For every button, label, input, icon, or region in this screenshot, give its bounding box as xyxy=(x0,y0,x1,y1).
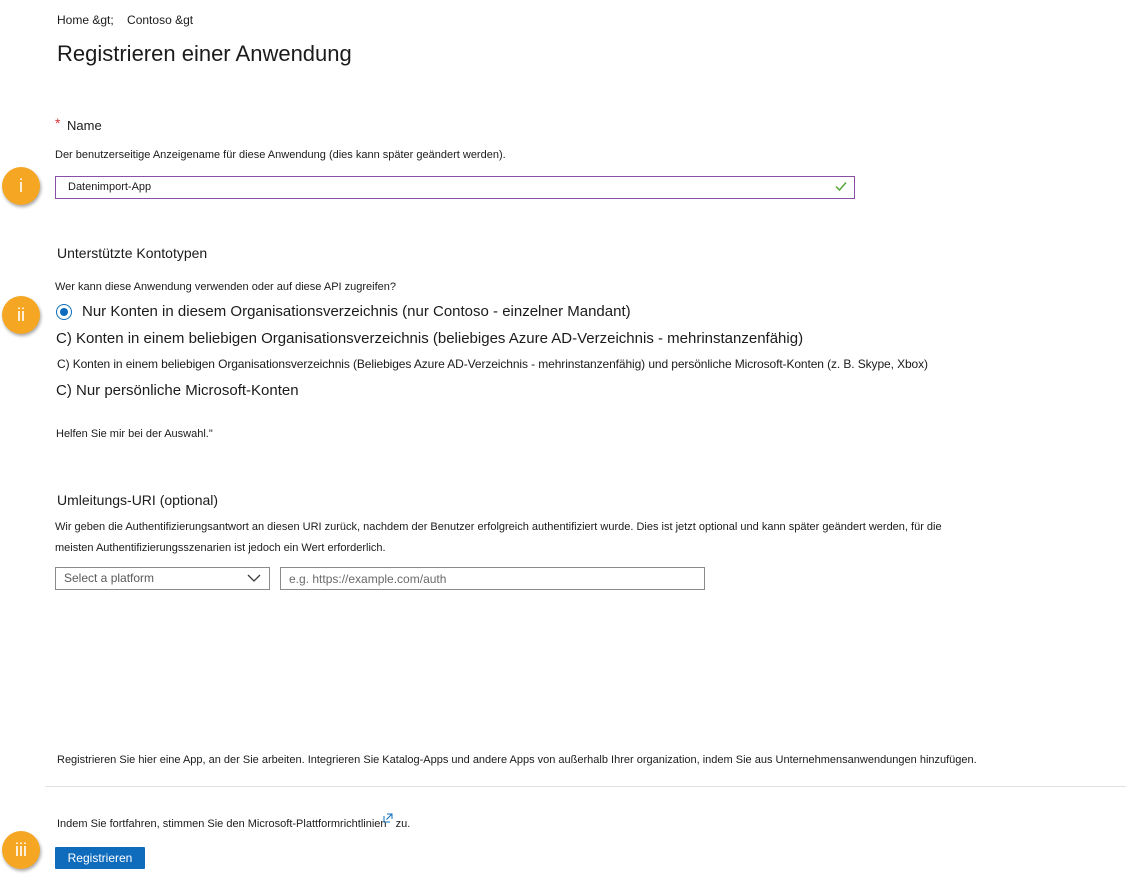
register-button[interactable]: Registrieren xyxy=(55,847,145,869)
step-badge-1: i xyxy=(2,167,40,205)
redirect-uri-input[interactable] xyxy=(280,567,705,590)
chevron-down-icon xyxy=(247,573,261,583)
redirect-uri-description: Wir geben die Authentifizierungsantwort an diesen URI zurück, nachdem der Benutzer erfolgreich authentifiziert wurde. Dies ist jetzt optional und kann später geändert werden, für die meisten Authentifizierungsszenarien ist jedoch ein Wert erforderlich. xyxy=(55,521,942,554)
external-link-icon xyxy=(383,813,393,823)
account-types-question: Wer kann diese Anwendung verwenden oder auf diese API zugreifen? xyxy=(55,281,397,293)
platform-select-placeholder: Select a platform xyxy=(64,571,155,585)
step-badge-2: ii xyxy=(2,296,40,334)
breadcrumb-home[interactable]: Home &gt; xyxy=(57,13,114,27)
option-single-tenant[interactable]: Nur Konten in diesem Organisationsverzeichnis (nur Contoso - einzelner Mandant) xyxy=(82,303,631,320)
divider xyxy=(45,786,1126,787)
redirect-uri-heading: Umleitungs-URI (optional) xyxy=(57,492,219,508)
name-label: Name xyxy=(67,118,102,133)
option-multi-tenant[interactable]: C) Konten in einem beliebigen Organisationsverzeichnis (beliebiges Azure AD-Verzeichnis - mehrinstanzenfähig) xyxy=(56,330,804,347)
page-title: Registrieren einer Anwendung xyxy=(57,41,352,66)
footer-note: Registrieren Sie hier eine App, an der Sie arbeiten. Integrieren Sie Katalog-Apps und andere Apps von außerhalb Ihrer organization, indem Sie aus Unternehmensanwendungen hinzufügen. xyxy=(57,754,977,766)
required-mark: * xyxy=(55,115,61,131)
step-badge-3: iii xyxy=(2,831,40,869)
radio-single-tenant[interactable] xyxy=(56,304,72,320)
checkmark-icon xyxy=(834,179,848,193)
name-input-value: Datenimport-App xyxy=(68,181,152,193)
option-personal-only[interactable]: C) Nur persönliche Microsoft-Konten xyxy=(56,382,299,399)
option-multi-tenant-personal[interactable]: C) Konten in einem beliebigen Organisationsverzeichnis (Beliebiges Azure AD-Verzeichnis - mehrinstanzenfähig) und persönliche Microsoft-Konten (z. B. Skype, Xbox) xyxy=(57,357,928,371)
policy-suffix: zu. xyxy=(395,818,411,830)
policy-text xyxy=(57,813,410,830)
name-input[interactable] xyxy=(55,176,855,199)
account-types-heading: Unterstützte Kontotypen xyxy=(57,245,208,261)
breadcrumb-tenant[interactable]: Contoso &gt xyxy=(127,13,194,27)
platform-select[interactable] xyxy=(55,567,270,590)
name-description: Der benutzerseitige Anzeigename für diese Anwendung (dies kann später geändert werden). xyxy=(55,149,506,161)
breadcrumb xyxy=(57,13,193,27)
policy-link[interactable]: Indem Sie fortfahren, stimmen Sie den Microsoft-Plattformrichtlinien xyxy=(57,818,387,830)
help-me-choose-link[interactable]: Helfen Sie mir bei der Auswahl." xyxy=(56,428,213,440)
